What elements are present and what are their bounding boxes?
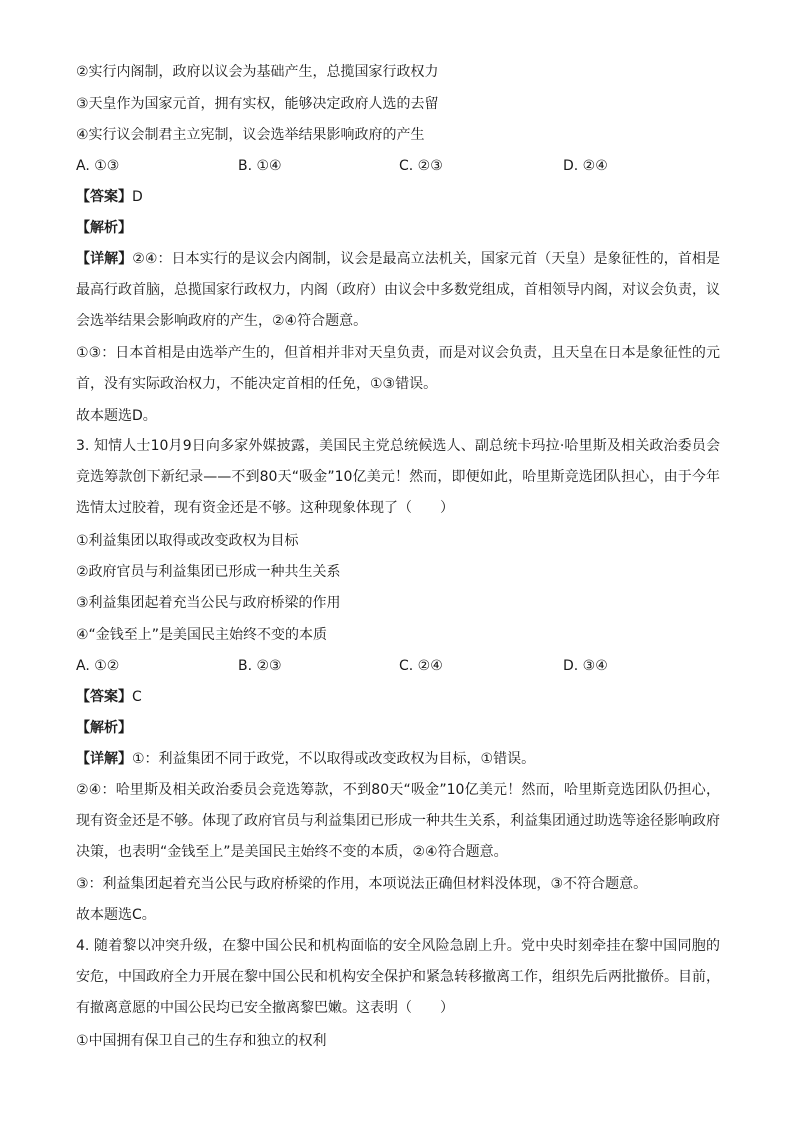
q2-option-2: ②实行内阁制，政府以议会为基础产生，总揽国家行政权力 — [76, 64, 439, 80]
q2-analysis-heading: 【解析】 — [76, 220, 132, 236]
q3-analysis-heading: 【解析】 — [76, 720, 132, 736]
q3-stem: 3. 知情人士10月9日向多家外媒披露，美国民主党总统候选人、副总统卡玛拉·哈里斯及相关政治委员会竞选筹款创下新纪录——不到80天“吸金”10亿美元！然而，即便如此，哈里斯竞选团队担心，由于今年选情太过胶着，现有资金还是不够。这种现象体现了（ ） — [76, 438, 720, 516]
q3-detail-3: ③：利益集团起着充当公民与政府桥梁的作用，本项说法正确但材料没体现，③不符合题意。 — [76, 876, 648, 892]
q2-option-3: ③天皇作为国家元首，拥有实权，能够决定政府人选的去留 — [76, 96, 439, 112]
q3-option-3: ③利益集团起着充当公民与政府桥梁的作用 — [76, 595, 341, 611]
q3-option-2: ②政府官员与利益集团已形成一种共生关系 — [76, 564, 341, 580]
q2-choice-a: A. ①③ — [76, 158, 120, 174]
q3-option-4: ④“金钱至上”是美国民主始终不变的本质 — [76, 627, 328, 643]
q3-choice-d: D. ③④ — [563, 658, 608, 674]
q3-option-1: ①利益集团以取得或改变政权为目标 — [76, 533, 299, 549]
q2-choice-b: B. ①④ — [238, 158, 282, 174]
answer-label: 【答案】 — [76, 689, 132, 705]
answer-value: D — [132, 189, 143, 205]
detail-label: 【详解】 — [76, 251, 133, 267]
q4-option-1: ①中国拥有保卫自己的生存和独立的权利 — [76, 1033, 327, 1049]
detail-label: 【详解】 — [76, 751, 132, 767]
q2-choices — [76, 156, 716, 176]
q2-detail-2: ①③：日本首相是由选举产生的，但首相并非对天皇负责，而是对议会负责，且天皇在日本是象征性的元首，没有实际政治权力，不能决定首相的任免，①③错误。 — [76, 345, 720, 392]
q2-detail-1 — [76, 244, 720, 337]
q3-choice-b: B. ②③ — [238, 658, 282, 674]
answer-value: C — [132, 689, 142, 705]
q3-choice-c: C. ②④ — [399, 658, 443, 674]
q3-choice-a: A. ①② — [76, 658, 120, 674]
detail-text: ①：利益集团不同于政党，不以取得或改变政权为目标，①错误。 — [132, 751, 536, 767]
detail-text: ②④：日本实行的是议会内阁制，议会是最高立法机关，国家元首（天皇）是象征性的，首相是最高行政首脑，总揽国家行政权力，内阁（政府）由议会中多数党组成，首相领导内阁，对议会负责，议会选举结果会影响政府的产生，②④符合题意。 — [76, 251, 720, 329]
q2-conclusion: 故本题选D。 — [76, 408, 157, 424]
q3-conclusion: 故本题选C。 — [76, 907, 156, 923]
q2-choice-c: C. ②③ — [399, 158, 443, 174]
q4-stem: 4. 随着黎以冲突升级，在黎中国公民和机构面临的安全风险急剧上升。党中央时刻牵挂在黎中国同胞的安危，中国政府全力开展在黎中国公民和机构安全保护和紧急转移撤离工作，组织先后两批撤侨。目前，有撤离意愿的中国公民均已安全撤离黎巴嫩。这表明（ ） — [76, 938, 720, 1016]
q2-choice-d: D. ②④ — [563, 158, 608, 174]
q3-detail-2: ②④：哈里斯及相关政治委员会竞选筹款，不到80天“吸金”10亿美元！然而，哈里斯竞选团队仍担心，现有资金还是不够。体现了政府官员与利益集团已形成一种共生关系，利益集团通过助选等途径影响政府决策，也表明“金钱至上”是美国民主始终不变的本质，②④符合题意。 — [76, 782, 720, 860]
answer-label: 【答案】 — [76, 189, 132, 205]
q3-answer — [76, 687, 142, 707]
q3-choices — [76, 656, 716, 676]
q3-detail-1 — [76, 749, 535, 769]
q2-option-4: ④实行议会制君主立宪制，议会选举结果影响政府的产生 — [76, 127, 425, 143]
q2-answer — [76, 187, 143, 207]
